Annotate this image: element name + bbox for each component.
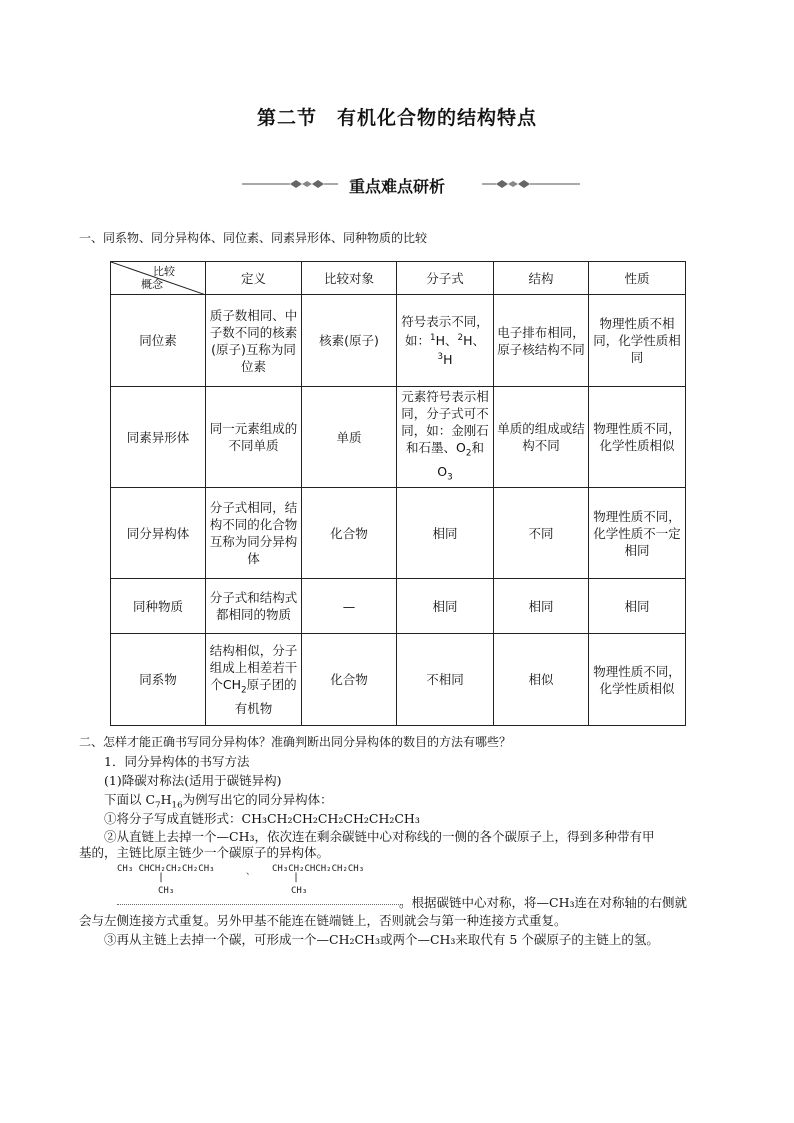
row-object: 核素(原子)	[302, 295, 397, 387]
row-structure: 相同	[494, 579, 589, 634]
page-title: 第二节 有机化合物的结构特点	[256, 107, 537, 129]
header-object: 比较对象	[302, 262, 397, 295]
header-definition: 定义	[206, 262, 302, 295]
step-2-explanation: 。根据碳链中心对称，将—CH₃连在对称轴的右侧就	[399, 895, 687, 910]
step-1-text: ①将分子写成直链形式：CH₃CH₂CH₂CH₂CH₂CH₂CH₃	[104, 811, 420, 826]
row-formula: 相同	[397, 579, 494, 634]
row-structure: 相似	[494, 634, 589, 726]
step-3-text: ③再从主链上去掉一个碳，可形成一个—CH₂CH₃或两个—CH₃来取代有 5 个碳原子的主链上的氢。	[104, 932, 659, 947]
row-name: 同系物	[111, 634, 206, 726]
row-property: 物理性质不同，化学性质不一定相同	[589, 488, 686, 579]
structure-formula-1-main: CH₃ CHCH₂CH₂CH₂CH₃	[117, 864, 215, 874]
corner-bottom-label: 概念	[141, 278, 163, 291]
row-formula: 符号表示不同，如：$^1$H、$^2$H、$^3$H	[397, 295, 494, 387]
row-definition: 质子数相同、中子数不同的核素(原子)互称为同位素	[206, 295, 302, 387]
row-definition: 分子式和结构式都相同的物质	[206, 579, 302, 634]
dotted-leader	[117, 900, 403, 905]
subheading-writing-method: 1．同分异构体的书写方法	[104, 754, 250, 769]
table-row	[111, 579, 686, 634]
row-structure: 电子排布相同，原子核结构不同	[494, 295, 589, 387]
structure-separator: 、	[246, 867, 256, 877]
row-name: 同位素	[111, 295, 206, 387]
row-object: 化合物	[302, 634, 397, 726]
row-definition: 同一元素组成的不同单质	[206, 387, 302, 488]
example-intro: 下面以 $C_7H_{16}$为例写出它的同分异构体：	[104, 792, 333, 811]
step-2-text: ②从直链上去掉一个—CH₃，依次连在剩余碳链中心对称线的一侧的各个碳原子上，得到多种带有甲	[104, 829, 655, 844]
comparison-table	[110, 261, 686, 726]
structure-formula-1-branch: CH₃	[158, 886, 175, 896]
row-property: 物理性质不相同，化学性质相同	[589, 295, 686, 387]
row-name: 同种物质	[111, 579, 206, 634]
row-object: 单质	[302, 387, 397, 488]
structure-formula-2-branch: CH₃	[291, 886, 308, 896]
banner-heading: 重点难点研析	[348, 177, 445, 196]
table-row	[111, 488, 686, 579]
corner-cell	[111, 262, 206, 295]
structure-formula-2-bond: |	[293, 872, 300, 883]
row-formula: 相同	[397, 488, 494, 579]
row-name: 同分异构体	[111, 488, 206, 579]
row-definition: 结构相似，分子组成上相差若干个$CH_2$原子团的有机物	[206, 634, 302, 726]
row-property: 物理性质不同，化学性质相似	[589, 387, 686, 488]
section-heading-2: 二、怎样才能正确书写同分异构体？准确判断出同分异构体的数目的方法有哪些？	[79, 735, 512, 749]
structure-formula-1-bond: |	[158, 872, 165, 883]
step-2-explanation-cont: 会与左侧连接方式重复。另外甲基不能连在链端链上，否则就会与第一种连接方式重复。	[79, 913, 567, 928]
row-name: 同素异形体	[111, 387, 206, 488]
header-structure: 结构	[494, 262, 589, 295]
step-2-continued: 基的，主链比原主链少一个碳原子的异构体。	[79, 845, 330, 860]
row-formula: 元素符号表示相同，分子式可不同，如：金刚石和石墨、$O_2$和 $O_3$	[397, 387, 494, 488]
subheading-carbon-reduction: (1)降碳对称法(适用于碳链异构)	[104, 773, 282, 788]
row-definition: 分子式相同，结构不同的化合物互称为同分异构体	[206, 488, 302, 579]
table-header-row	[111, 262, 686, 295]
row-formula: 不相同	[397, 634, 494, 726]
header-formula: 分子式	[397, 262, 494, 295]
table-row	[111, 634, 686, 726]
corner-top-label: 比较	[153, 265, 175, 278]
row-object: 化合物	[302, 488, 397, 579]
section-heading-1: 一、同系物、同分异构体、同位素、同素异形体、同种物质的比较	[79, 231, 428, 245]
row-object: —	[302, 579, 397, 634]
row-property: 相同	[589, 579, 686, 634]
table-row	[111, 295, 686, 387]
row-structure: 不同	[494, 488, 589, 579]
table-row	[111, 387, 686, 488]
row-structure: 单质的组成或结构不同	[494, 387, 589, 488]
header-property: 性质	[589, 262, 686, 295]
row-property: 物理性质不同，化学性质相似	[589, 634, 686, 726]
structure-formula-2-main: CH₃CH₂CHCH₂CH₂CH₃	[272, 864, 365, 874]
